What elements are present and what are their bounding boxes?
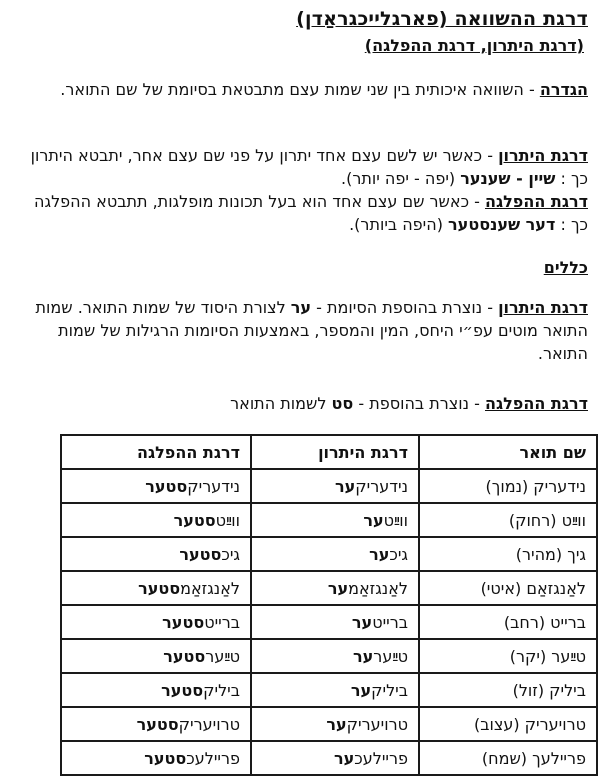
superlative-text: - כאשר שם עצם אחד הוא בעל תכונות מופלגות, תתבטא ההפלגה כך : xyxy=(34,192,588,234)
rules-heading: כללים xyxy=(543,258,588,277)
comparative-suffix: ער xyxy=(350,680,372,700)
superlative-suffix: סטער xyxy=(161,680,204,700)
adjective-cell: ברייט (רחב) xyxy=(419,605,597,639)
definition-term: הגדרה xyxy=(539,80,588,99)
adjective-cell: טרויעריק (עצוב) xyxy=(419,707,597,741)
superlative-base: ביליק xyxy=(203,680,240,700)
superlative-base: פריילעכ xyxy=(186,748,240,768)
definition-paragraph xyxy=(12,78,588,101)
comparative-suffix: ער xyxy=(369,544,390,564)
superlative-base: ברייט xyxy=(204,612,240,632)
superlative-cell xyxy=(61,503,251,537)
comparative-base: גיכ xyxy=(389,544,408,564)
adjective-cell: לאַנגזאַם (איטי) xyxy=(419,571,597,605)
comparative-term: דרגת היתרון xyxy=(498,146,588,165)
table-row xyxy=(61,673,597,707)
superlative-suffix: סטער xyxy=(179,544,222,564)
page-subtitle: (דרגת היתרון, דרגת ההפלגה) xyxy=(364,36,584,55)
adjective-cell: ביליק (זול) xyxy=(419,673,597,707)
comparative-paragraph xyxy=(12,144,588,190)
table-row xyxy=(61,741,597,775)
superlative-cell xyxy=(61,741,251,775)
table-row xyxy=(61,571,597,605)
rules-superlative-text-a: - נוצרת בהוספת - xyxy=(353,394,485,413)
superlative-suffix: סטער xyxy=(144,748,187,768)
page-title: דרגת ההשוואה (פארגלייכגראַדן) xyxy=(296,8,588,30)
comparative-cell xyxy=(251,673,419,707)
comparative-suffix: ער xyxy=(327,578,349,598)
adjective-cell: גיך (מהיר) xyxy=(419,537,597,571)
rules-comparative-text-a: - נוצרת בהוספת הסיומת - xyxy=(311,298,499,317)
table-row xyxy=(61,537,597,571)
superlative-example: דער שענסטער xyxy=(448,215,556,234)
rules-comparative-suffix: ער xyxy=(290,298,312,317)
adjective-cell: טײַער (יקר) xyxy=(419,639,597,673)
superlative-term: דרגת ההפלגה xyxy=(484,192,588,211)
table-row xyxy=(61,707,597,741)
adjective-cell: נידעריק (נמוך) xyxy=(419,469,597,503)
superlative-suffix: סטער xyxy=(145,476,188,496)
adjective-cell: פריילעך (שמח) xyxy=(419,741,597,775)
table-row xyxy=(61,605,597,639)
header-adjective: שם תואר xyxy=(419,435,597,469)
comparative-cell xyxy=(251,571,419,605)
table-row xyxy=(61,469,597,503)
comparative-suffix: ער xyxy=(335,476,356,496)
comparative-cell xyxy=(251,639,419,673)
comparative-suffix: ער xyxy=(363,510,384,530)
table-header-row xyxy=(61,435,597,469)
superlative-cell xyxy=(61,571,251,605)
comparison-table xyxy=(60,434,598,776)
comparative-base: טײַער xyxy=(373,646,408,666)
superlative-cell xyxy=(61,639,251,673)
superlative-base: לאַנגזאַמ xyxy=(180,578,240,598)
superlative-suffix: סטער xyxy=(136,714,179,734)
comparative-suffix: ער xyxy=(326,714,347,734)
superlative-paragraph xyxy=(12,190,588,236)
rules-superlative-term: דרגת ההפלגה xyxy=(484,394,588,413)
comparative-cell xyxy=(251,503,419,537)
adjective-cell: ווײַט (רחוק) xyxy=(419,503,597,537)
superlative-base: טײַער xyxy=(205,646,240,666)
table-row xyxy=(61,639,597,673)
header-comparative: דרגת היתרון xyxy=(251,435,419,469)
comparative-cell xyxy=(251,469,419,503)
comparative-example: שיין - שענער xyxy=(460,169,556,188)
rules-superlative-paragraph xyxy=(12,392,588,415)
superlative-base: גיכ xyxy=(221,544,240,564)
rules-comparative-paragraph xyxy=(12,296,588,365)
superlative-cell xyxy=(61,707,251,741)
superlative-suffix: סטער xyxy=(173,510,216,530)
superlative-suffix: סטער xyxy=(162,612,205,632)
comparative-suffix: ער xyxy=(352,646,374,666)
comparative-base: טרויעריק xyxy=(346,714,408,734)
comparative-cell xyxy=(251,707,419,741)
rules-comparative-text-b: לצורת היסוד של שמות התואר. שמות התואר מוטים עפ״י היחס, המין והמספר, באמצעות הסיומות הרגילות של שמות התואר. xyxy=(35,298,588,363)
superlative-base: נידעריק xyxy=(187,476,240,496)
superlative-cell xyxy=(61,469,251,503)
comparative-cell xyxy=(251,605,419,639)
comparative-cell xyxy=(251,537,419,571)
comparative-cell xyxy=(251,741,419,775)
comparative-example-translation: (יפה - יפה יותר). xyxy=(341,169,461,188)
comparative-base: נידעריק xyxy=(355,476,408,496)
rules-comparative-term: דרגת היתרון xyxy=(498,298,588,317)
comparative-base: ברייט xyxy=(372,612,408,632)
rules-superlative-text-b: לשמות התואר xyxy=(230,394,332,413)
header-superlative: דרגת ההפלגה xyxy=(61,435,251,469)
comparative-suffix: ער xyxy=(351,612,373,632)
superlative-suffix: סטער xyxy=(163,646,206,666)
table-row xyxy=(61,503,597,537)
superlative-base: ווײַט xyxy=(215,510,240,530)
superlative-cell xyxy=(61,537,251,571)
comparative-base: לאַנגזאַמ xyxy=(348,578,408,598)
superlative-cell xyxy=(61,673,251,707)
superlative-example-translation: (היפה ביותר). xyxy=(349,215,449,234)
comparative-base: ביליק xyxy=(371,680,408,700)
superlative-base: טרויעריק xyxy=(178,714,240,734)
comparative-base: ווײַט xyxy=(383,510,408,530)
rules-superlative-suffix: סט xyxy=(331,394,354,413)
definition-text: - השוואה איכותית בין שני שמות עצם מתבטאת בסיומת של שם התואר. xyxy=(60,80,540,99)
comparative-text: - כאשר יש לשם עצם אחד יתרון על פני שם עצם אחר, יתבטא היתרון כך : xyxy=(30,146,588,188)
superlative-cell xyxy=(61,605,251,639)
superlative-suffix: סטער xyxy=(138,578,181,598)
comparative-base: פריילעכ xyxy=(354,748,408,768)
comparative-suffix: ער xyxy=(333,748,355,768)
